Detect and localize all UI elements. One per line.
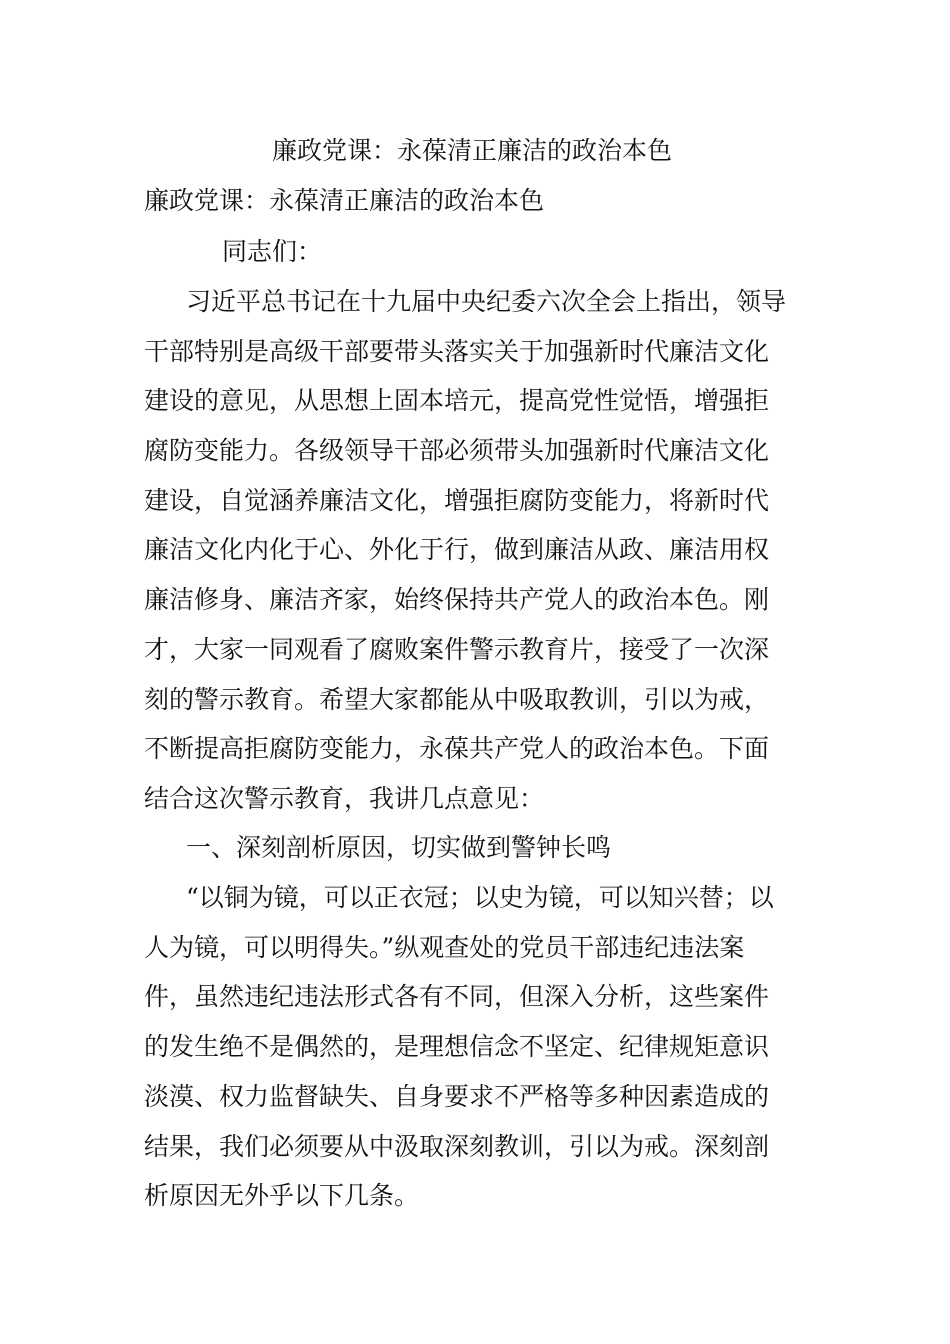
paragraph-line: 析原因无外乎以下几条。 [144,1181,420,1210]
paragraph-line: 结合这次警示教育，我讲几点意见： [144,784,545,813]
paragraph-line: 才，大家一同观看了腐败案件警示教育片，接受了一次深 [144,635,770,664]
paragraph-line: 廉洁文化内化于心、外化于行，做到廉洁从政、廉洁用权 [144,535,770,564]
paragraph-line: 腐防变能力。各级领导干部必须带头加强新时代廉洁文化 [144,436,770,465]
document-title: 廉政党课：永葆清正廉洁的政治本色 [272,136,673,165]
paragraph-line: 件，虽然违纪违法形式各有不同，但深入分析，这些案件 [144,982,770,1011]
paragraph-line: 结果，我们必须要从中汲取深刻教训，引以为戒。深刻剖 [144,1132,770,1161]
paragraph-line: 干部特别是高级干部要带头落实关于加强新时代廉洁文化 [144,337,770,366]
paragraph-line: 习近平总书记在十九届中央纪委六次全会上指出，领导 [186,287,787,316]
paragraph-line: “以铜为镜，可以正衣冠；以史为镜，可以知兴替；以 [186,883,774,912]
section-heading: 一、深刻剖析原因，切实做到警钟长鸣 [186,833,612,862]
paragraph-line: 建设，自觉涵养廉洁文化，增强拒腐防变能力，将新时代 [144,486,770,515]
paragraph-line: 廉洁修身、廉洁齐家，始终保持共产党人的政治本色。刚 [144,585,770,614]
paragraph-line: 人为镜，可以明得失。”纵观查处的党员干部违纪违法案 [144,933,745,962]
paragraph-line: 不断提高拒腐防变能力，永葆共产党人的政治本色。下面 [144,734,770,763]
paragraph-line: 建设的意见，从思想上固本培元，提高党性觉悟，增强拒 [144,386,770,415]
paragraph-line: 淡漠、权力监督缺失、自身要求不严格等多种因素造成的 [144,1082,770,1111]
salutation: 同志们： [222,237,323,266]
paragraph-line: 的发生绝不是偶然的，是理想信念不坚定、纪律规矩意识 [144,1032,770,1061]
paragraph-line: 刻的警示教育。希望大家都能从中吸取教训，引以为戒， [144,685,770,714]
document-subtitle: 廉政党课：永葆清正廉洁的政治本色 [144,186,545,215]
